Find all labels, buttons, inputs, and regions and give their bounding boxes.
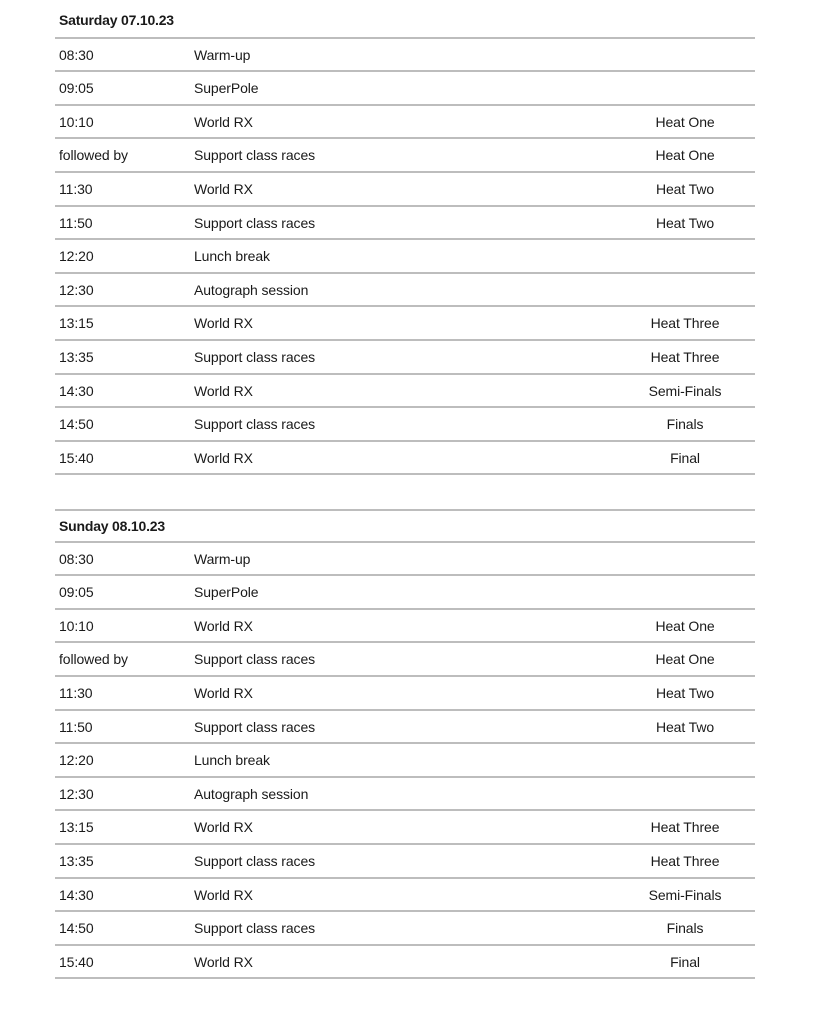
session-cell: Semi-Finals xyxy=(648,886,722,903)
session-cell: Heat One xyxy=(655,113,715,130)
session-cell: Final xyxy=(670,449,700,466)
time-cell: 12:20 xyxy=(59,248,94,265)
session-cell: Heat Two xyxy=(655,180,715,197)
time-cell: 11:30 xyxy=(59,684,93,701)
event-cell: Support class races xyxy=(194,147,316,164)
schedule-sunday xyxy=(55,509,755,979)
schedule-row xyxy=(55,139,755,173)
schedule-row xyxy=(55,543,755,577)
schedule-row xyxy=(55,845,755,879)
session-cell: Heat Three xyxy=(650,819,720,836)
session-cell: Heat Three xyxy=(650,348,720,365)
time-cell: 11:50 xyxy=(59,718,93,735)
event-cell: Support class races xyxy=(194,920,316,937)
schedule-row xyxy=(55,240,755,274)
time-cell: followed by xyxy=(59,651,128,668)
schedule-row xyxy=(55,39,755,73)
session-cell: Finals xyxy=(666,416,704,433)
schedule-row xyxy=(55,946,755,980)
time-cell: 11:50 xyxy=(59,214,93,231)
time-cell: 14:30 xyxy=(59,886,94,903)
time-cell: 13:35 xyxy=(59,348,94,365)
event-cell: SuperPole xyxy=(194,584,259,601)
schedule-row xyxy=(55,576,755,610)
schedule-row xyxy=(55,811,755,845)
event-cell: Support class races xyxy=(194,214,316,231)
schedule-row xyxy=(55,442,755,476)
time-cell: 08:30 xyxy=(59,46,94,63)
session-cell: Heat Three xyxy=(650,315,720,332)
schedule-row xyxy=(55,341,755,375)
event-cell: World RX xyxy=(194,382,253,399)
schedule-row xyxy=(55,711,755,745)
event-cell: World RX xyxy=(194,113,253,130)
time-cell: 14:30 xyxy=(59,382,94,399)
session-cell: Heat Two xyxy=(655,718,715,735)
day-title: Sunday 08.10.23 xyxy=(59,518,165,534)
event-cell: Support class races xyxy=(194,348,316,365)
time-cell: followed by xyxy=(59,147,128,164)
event-cell: Warm-up xyxy=(194,550,251,567)
event-cell: Autograph session xyxy=(194,785,309,802)
schedule-row xyxy=(55,408,755,442)
session-cell: Final xyxy=(670,953,700,970)
schedule-row xyxy=(55,173,755,207)
schedule-row xyxy=(55,375,755,409)
event-cell: World RX xyxy=(194,315,253,332)
schedule-row xyxy=(55,879,755,913)
schedule-row xyxy=(55,106,755,140)
event-cell: World RX xyxy=(194,886,253,903)
schedule-row xyxy=(55,744,755,778)
event-cell: SuperPole xyxy=(194,80,259,97)
event-cell: Support class races xyxy=(194,852,316,869)
event-cell: World RX xyxy=(194,819,253,836)
schedule-row xyxy=(55,72,755,106)
session-cell: Heat One xyxy=(655,147,715,164)
event-cell: World RX xyxy=(194,953,253,970)
day-title: Saturday 07.10.23 xyxy=(59,12,174,28)
schedule-saturday xyxy=(55,5,755,475)
schedule-rows xyxy=(55,39,755,476)
session-cell: Finals xyxy=(666,920,704,937)
event-cell: World RX xyxy=(194,684,253,701)
time-cell: 14:50 xyxy=(59,416,94,433)
event-cell: Support class races xyxy=(194,651,316,668)
day-header xyxy=(55,5,755,39)
time-cell: 14:50 xyxy=(59,920,94,937)
time-cell: 12:20 xyxy=(59,752,94,769)
schedule-row xyxy=(55,912,755,946)
event-cell: Support class races xyxy=(194,416,316,433)
event-cell: Lunch break xyxy=(194,752,270,769)
schedule-row xyxy=(55,207,755,241)
event-cell: World RX xyxy=(194,617,253,634)
session-cell: Heat One xyxy=(655,617,715,634)
schedule-row xyxy=(55,307,755,341)
session-cell: Heat Three xyxy=(650,852,720,869)
session-cell: Heat Two xyxy=(655,214,715,231)
session-cell: Semi-Finals xyxy=(648,382,722,399)
time-cell: 13:35 xyxy=(59,852,94,869)
session-cell: Heat Two xyxy=(655,684,715,701)
session-cell: Heat One xyxy=(655,651,715,668)
event-cell: World RX xyxy=(194,449,253,466)
event-cell: Support class races xyxy=(194,718,316,735)
event-cell: Autograph session xyxy=(194,281,309,298)
time-cell: 12:30 xyxy=(59,785,94,802)
event-cell: Lunch break xyxy=(194,248,270,265)
schedule-rows xyxy=(55,543,755,980)
event-cell: Warm-up xyxy=(194,46,251,63)
schedule-row xyxy=(55,778,755,812)
day-header xyxy=(55,509,755,543)
time-cell: 09:05 xyxy=(59,584,94,601)
time-cell: 15:40 xyxy=(59,953,94,970)
time-cell: 10:10 xyxy=(59,617,94,634)
time-cell: 11:30 xyxy=(59,180,93,197)
schedule-row xyxy=(55,610,755,644)
time-cell: 10:10 xyxy=(59,113,94,130)
schedule-row xyxy=(55,643,755,677)
time-cell: 08:30 xyxy=(59,550,94,567)
time-cell: 09:05 xyxy=(59,80,94,97)
time-cell: 12:30 xyxy=(59,281,94,298)
schedule-row xyxy=(55,677,755,711)
time-cell: 13:15 xyxy=(59,819,94,836)
time-cell: 15:40 xyxy=(59,449,94,466)
schedule-row xyxy=(55,274,755,308)
event-cell: World RX xyxy=(194,180,253,197)
time-cell: 13:15 xyxy=(59,315,94,332)
